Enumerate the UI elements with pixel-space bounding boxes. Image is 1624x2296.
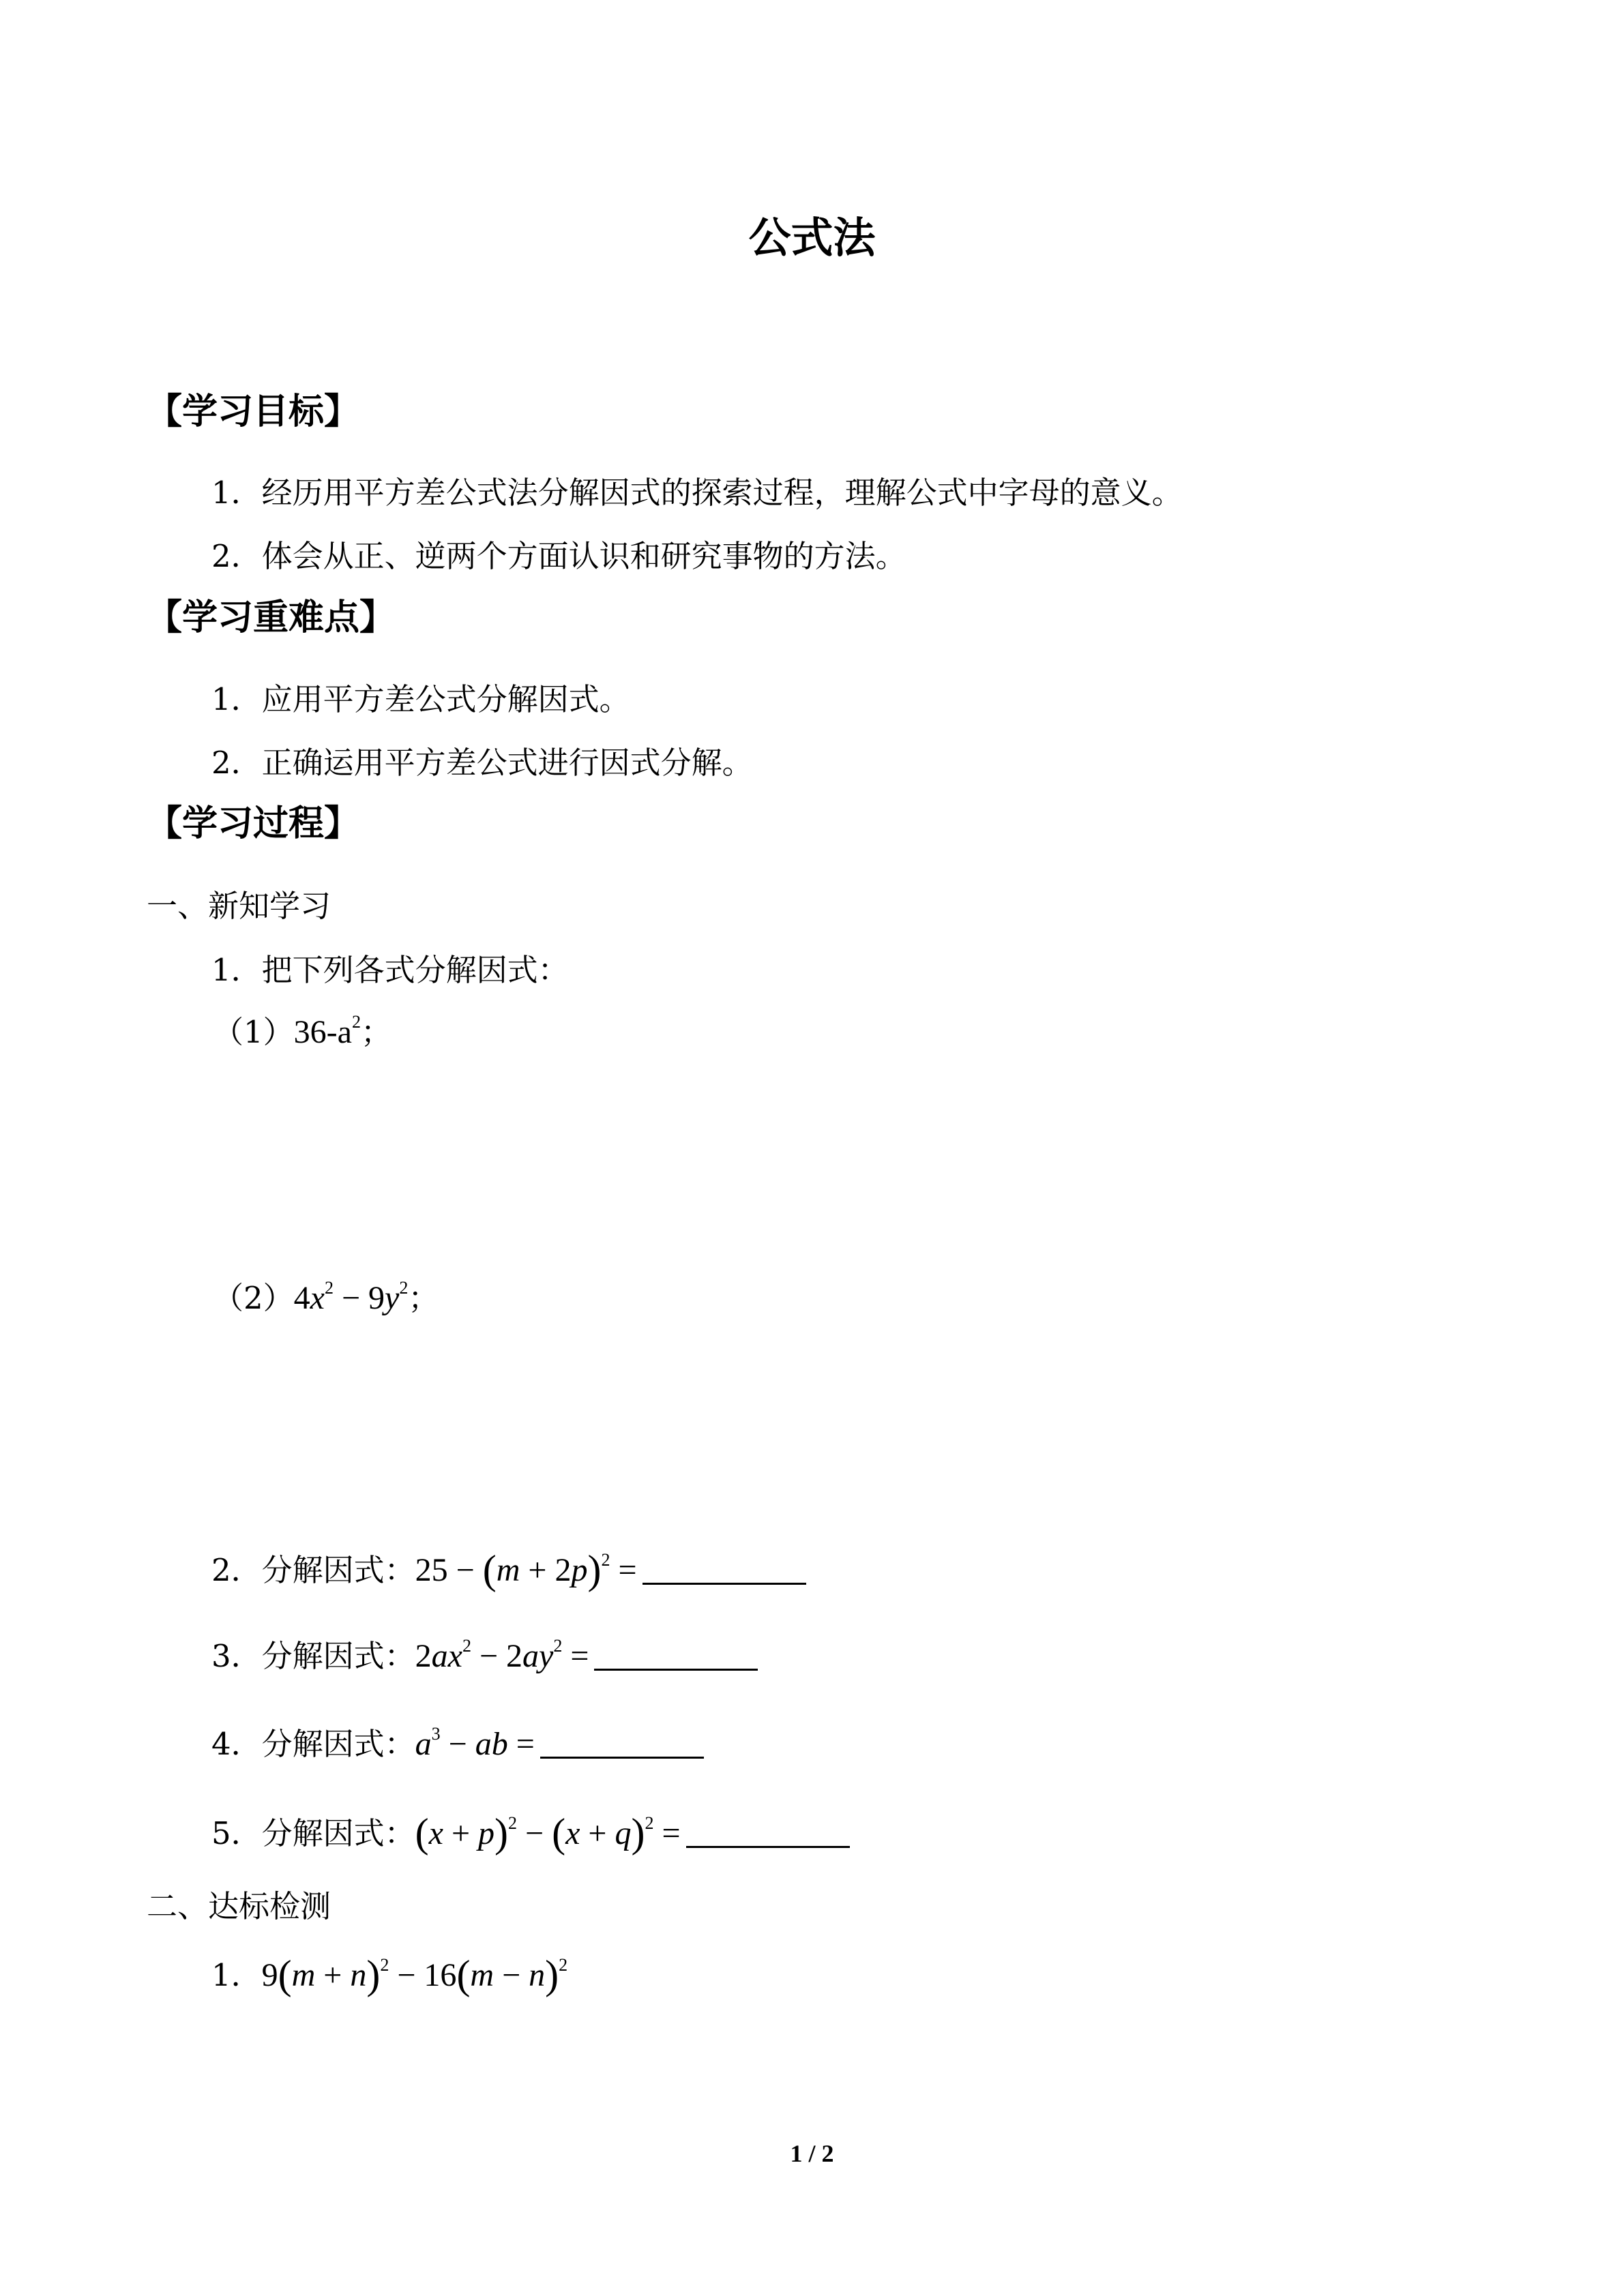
answer-blank <box>643 1551 806 1585</box>
key-points-heading: 【学习重难点】 <box>147 597 396 638</box>
question-1-2-expression: $4x^2 - 9y^2$ <box>293 1278 409 1316</box>
question-5-expression: $(x + p)^2 - (x + q)^2$ = <box>415 1810 681 1855</box>
semicolon: ； <box>408 1280 439 1316</box>
page-title: 公式法 <box>748 213 876 263</box>
key-point-item-1: 1．应用平方差公式分解因式。 <box>211 681 630 717</box>
key-point-item-2: 2．正确运用平方差公式进行因式分解。 <box>211 745 753 781</box>
answer-blank <box>686 1815 850 1848</box>
process-heading: 【学习过程】 <box>147 803 360 844</box>
assessment-question-1 <box>211 1954 567 1995</box>
assessment-heading: 二、达标检测 <box>147 1888 331 1924</box>
question-3-expression: $2ax^2 - 2ay^2$ = <box>415 1636 589 1674</box>
question-1-2 <box>213 1278 439 1316</box>
question-5 <box>211 1810 850 1855</box>
assessment-question-1-label: 1． <box>211 1957 262 1993</box>
question-3-label: 3．分解因式： <box>211 1638 415 1674</box>
new-knowledge-heading: 一、新知学习 <box>147 888 331 924</box>
answer-blank <box>594 1637 758 1671</box>
question-5-label: 5．分解因式： <box>211 1815 415 1851</box>
semicolon: ； <box>360 1014 392 1050</box>
page-number: 1 / 2 <box>790 2140 834 2167</box>
question-1-intro: 1．把下列各式分解因式： <box>211 952 569 988</box>
question-1-2-label: （2） <box>213 1280 294 1316</box>
question-3 <box>211 1637 758 1673</box>
question-1-1-expression: $36-a^2$ <box>293 1012 361 1050</box>
answer-blank <box>540 1725 704 1759</box>
question-2-label: 2．分解因式： <box>211 1552 415 1588</box>
objective-item-2: 2．体会从正、逆两个方面认识和研究事物的方法。 <box>211 538 906 574</box>
question-4 <box>211 1725 704 1761</box>
objectives-heading: 【学习目标】 <box>147 391 360 432</box>
objective-item-1: 1．经历用平方差公式法分解因式的探索过程，理解公式中字母的意义。 <box>211 475 1183 511</box>
question-1-1 <box>213 1012 392 1050</box>
assessment-question-1-expression: $9(m + n)^2 - 16(m - n)^2$ <box>261 1952 568 1997</box>
question-2 <box>211 1549 806 1590</box>
question-2-expression: $25 - (m + 2p)^2$ = <box>415 1547 637 1592</box>
question-1-1-label: （1） <box>213 1014 294 1050</box>
question-4-label: 4．分解因式： <box>211 1726 415 1762</box>
question-4-expression: $a^3$ − ab = <box>415 1724 535 1762</box>
